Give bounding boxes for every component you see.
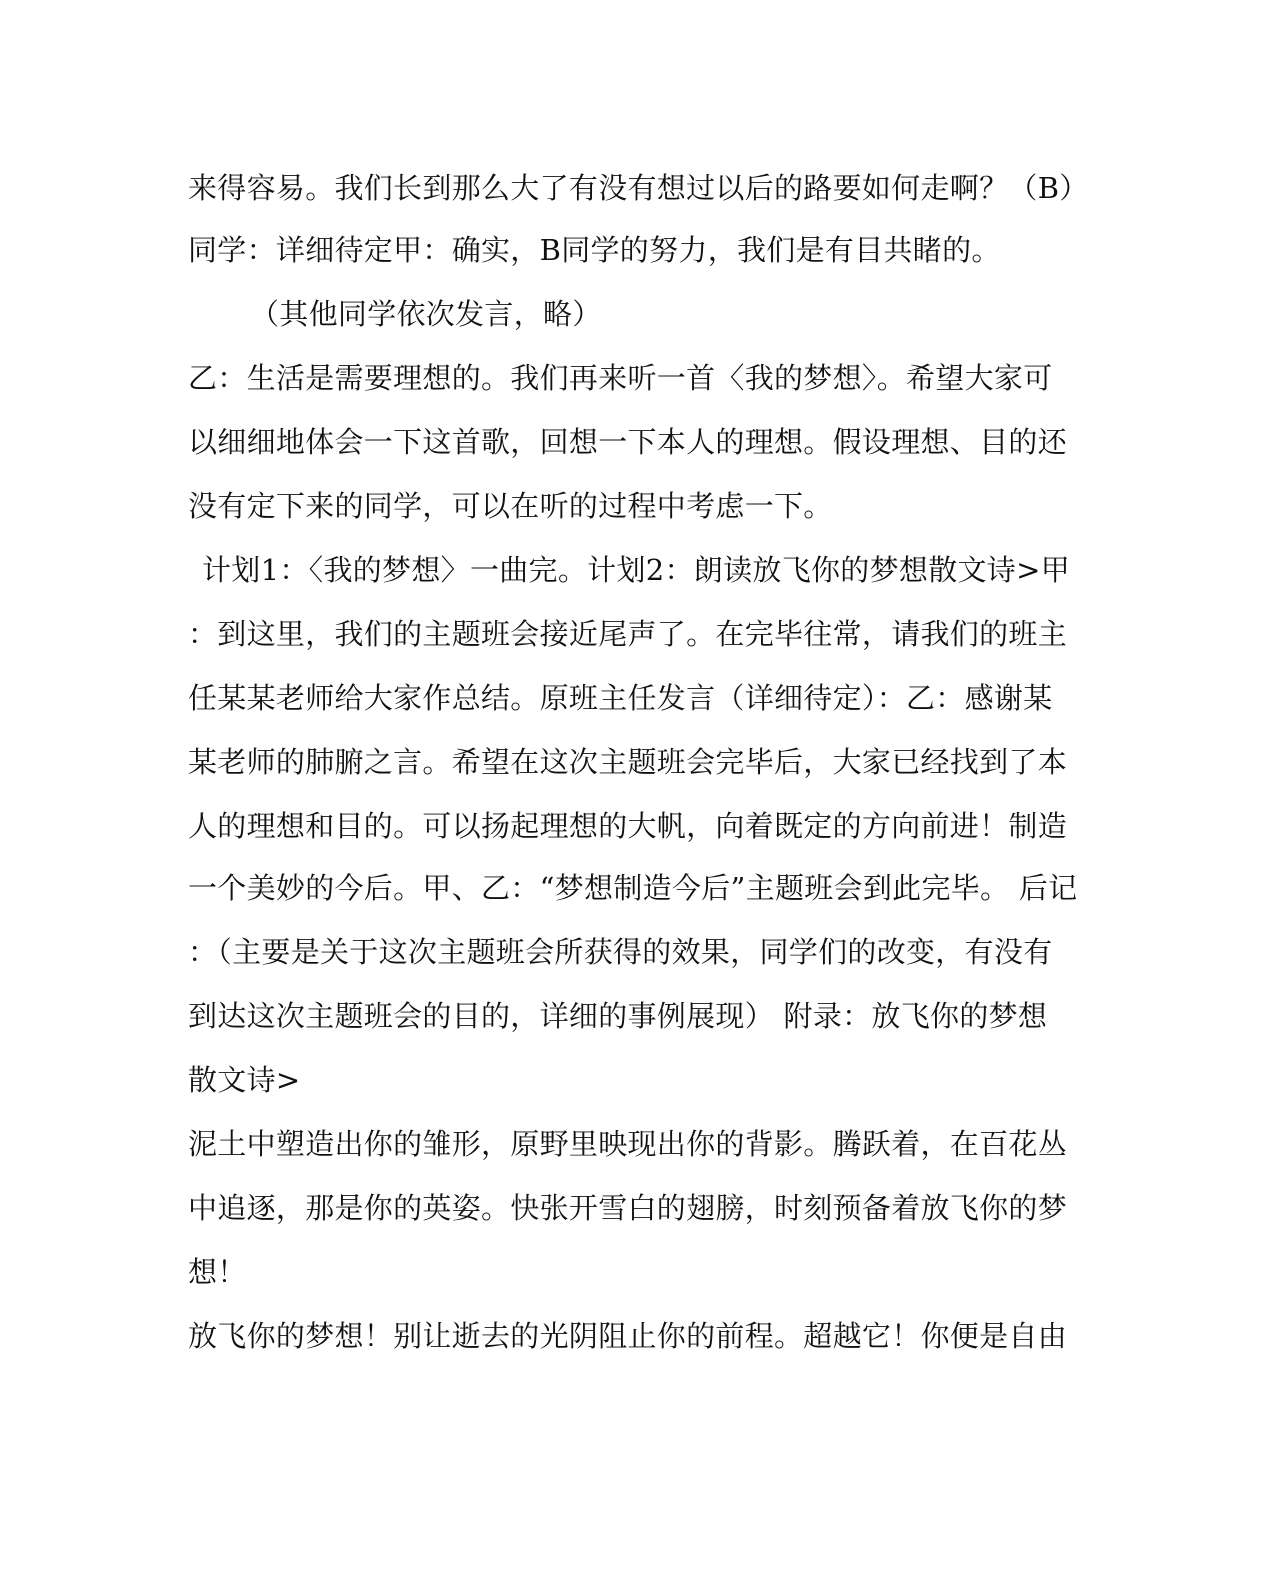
text-line: 乙：生活是需要理想的。我们再来听一首〈我的梦想〉。希望大家可 (188, 361, 1053, 395)
text-line: 同学：详细待定甲：确实，B同学的努力，我们是有目共睹的。 (188, 233, 1001, 267)
text-line: （其他同学依次发言，略） (250, 297, 602, 331)
text-line: 以细细地体会一下这首歌，回想一下本人的理想。假设理想、目的还 (188, 425, 1068, 459)
text-line: 泥土中塑造出你的雏形，原野里映现出你的背影。腾跃着，在百花丛 (188, 1127, 1068, 1161)
text-line: 想！ (188, 1255, 247, 1289)
text-line: 来得容易。我们长到那么大了有没有想过以后的路要如何走啊？（B） (188, 171, 1089, 205)
text-line: 某老师的肺腑之言。希望在这次主题班会完毕后，大家已经找到了本 (188, 745, 1068, 779)
text-line: 中追逐，那是你的英姿。快张开雪白的翅膀，时刻预备着放飞你的梦 (188, 1191, 1068, 1225)
text-line: 放飞你的梦想！别让逝去的光阴阻止你的前程。超越它！你便是自由 (188, 1319, 1068, 1353)
text-line: 人的理想和目的。可以扬起理想的大帆，向着既定的方向前进！制造 (188, 809, 1068, 843)
text-line: 散文诗> (188, 1063, 301, 1097)
text-line: ：（主要是关于这次主题班会所获得的效果，同学们的改变，有没有 (188, 935, 1053, 969)
text-line: ：到这里，我们的主题班会接近尾声了。在完毕往常，请我们的班主 (188, 617, 1068, 651)
text-line: 计划1：〈我的梦想〉一曲完。计划2：朗读放飞你的梦想散文诗>甲 (202, 553, 1071, 587)
text-line: 一个美妙的今后。甲、乙：“梦想制造今后”主题班会到此完毕。 后记 (188, 871, 1078, 905)
text-line: 没有定下来的同学，可以在听的过程中考虑一下。 (188, 489, 833, 523)
text-line: 任某某老师给大家作总结。原班主任发言（详细待定）：乙：感谢某 (188, 681, 1053, 715)
text-line: 到达这次主题班会的目的，详细的事例展现） 附录：放飞你的梦想 (188, 999, 1048, 1033)
